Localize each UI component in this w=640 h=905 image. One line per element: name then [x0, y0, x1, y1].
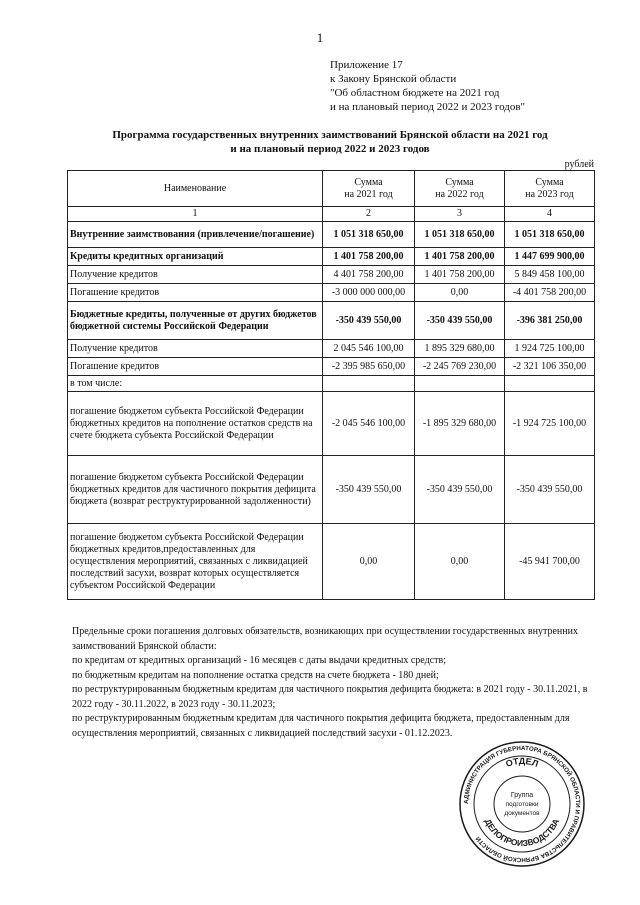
row-name: Внутренние заимствования (привлечение/погашение)	[68, 222, 323, 248]
value-2023: -396 381 250,00	[505, 302, 595, 340]
borrowings-table	[67, 170, 595, 600]
document-title	[60, 128, 600, 156]
value-2023: -45 941 700,00	[505, 524, 595, 600]
appendix-line-2: к Закону Брянской области	[330, 73, 457, 85]
note-item: по кредитам от кредитных организаций - 16 месяцев с даты выдачи кредитных средств;	[72, 655, 447, 666]
value-2023: -4 401 758 200,00	[505, 284, 595, 302]
row-name: Погашение кредитов	[68, 358, 323, 376]
value-2021: -3 000 000 000,00	[323, 284, 415, 302]
appendix-line-3: "Об областном бюджете на 2021 год	[330, 87, 500, 99]
table-row	[68, 266, 595, 284]
row-name: погашение бюджетом субъекта Российской Федерации бюджетных кредитов для частичного покрытия дефицита бюджета (возврат реструктурированной задолженности)	[68, 456, 323, 524]
value-2023: -2 321 106 350,00	[505, 358, 595, 376]
table-row	[68, 284, 595, 302]
value-2023: 1 051 318 650,00	[505, 222, 595, 248]
col-number: 1	[68, 207, 323, 222]
row-name: погашение бюджетом субъекта Российской Федерации бюджетных кредитов на пополнение остатков средств на счете бюджета субъекта Российской Федерации	[68, 392, 323, 456]
appendix-line-1: Приложение 17	[330, 59, 403, 71]
value-2022: 1 895 329 680,00	[415, 340, 505, 358]
table-row	[68, 524, 595, 600]
office-stamp	[458, 740, 586, 868]
row-name: погашение бюджетом субъекта Российской Федерации бюджетных кредитов,предоставленных для осуществления мероприятий, связанных с ликвидацией последствий засухи, возврат которых осуществляется субъектом Российской Федерации	[68, 524, 323, 600]
value-2022: 1 401 758 200,00	[415, 248, 505, 266]
row-name: Получение кредитов	[68, 266, 323, 284]
value-2022: 0,00	[415, 284, 505, 302]
stamp-top-text	[504, 756, 539, 769]
value-2021: 0,00	[323, 524, 415, 600]
appendix-line-4: и на плановый период 2022 и 2023 годов"	[330, 101, 526, 113]
value-2022: -350 439 550,00	[415, 456, 505, 524]
stamp-ring-textpath: АДМИНИСТРАЦИЯ ГУБЕРНАТОРА БРЯНСКОЙ ОБЛАСТИ И ПРАВИТЕЛЬСТВА БРЯНСКОЙ ОБЛАСТИ	[462, 744, 582, 864]
value-2021: -350 439 550,00	[323, 302, 415, 340]
col-number: 2	[323, 207, 415, 222]
col-number: 4	[505, 207, 595, 222]
row-name: Кредиты кредитных организаций	[68, 248, 323, 266]
value-2022: 0,00	[415, 524, 505, 600]
value-2022: 1 051 318 650,00	[415, 222, 505, 248]
row-name: Бюджетные кредиты, полученные от других бюджетов бюджетной системы Российской Федерации	[68, 302, 323, 340]
currency-label: рублей	[564, 159, 594, 170]
table-row	[68, 376, 595, 392]
table-row	[68, 302, 595, 340]
row-name: в том числе:	[68, 376, 323, 392]
value-2021: -2 045 546 100,00	[323, 392, 415, 456]
table-row	[68, 340, 595, 358]
title-line-1: Программа государственных внутренних заимствований Брянской области на 2021 год	[112, 129, 548, 141]
header-2023: Сумма на 2023 год	[505, 171, 595, 207]
repayment-terms	[72, 625, 602, 741]
value-2021: -350 439 550,00	[323, 456, 415, 524]
value-2021: 4 401 758 200,00	[323, 266, 415, 284]
appendix-header	[330, 58, 525, 114]
note-item: по реструктурированным бюджетным кредитам для частичного покрытия дефицита бюджета, предоставленным для осуществления мероприятий, связанных с ликвидацией последствий засухи - 01.12.2023.	[72, 713, 570, 739]
table-row	[68, 392, 595, 456]
header-name: Наименование	[68, 171, 323, 207]
value-2023: -350 439 550,00	[505, 456, 595, 524]
value-2023: 5 849 458 100,00	[505, 266, 595, 284]
header-2021: Сумма на 2021 год	[323, 171, 415, 207]
value-2023: -1 924 725 100,00	[505, 392, 595, 456]
value-2021: 2 045 546 100,00	[323, 340, 415, 358]
header-2022: Сумма на 2022 год	[415, 171, 505, 207]
table-row	[68, 358, 595, 376]
value-2023: 1 447 699 900,00	[505, 248, 595, 266]
value-2021: -2 395 985 650,00	[323, 358, 415, 376]
value-2022: -350 439 550,00	[415, 302, 505, 340]
row-name: Получение кредитов	[68, 340, 323, 358]
value-2021: 1 401 758 200,00	[323, 248, 415, 266]
row-name: Погашение кредитов	[68, 284, 323, 302]
numbering-row	[68, 207, 595, 222]
note-item: по бюджетным кредитам на пополнение остатка средств на счете бюджета - 180 дней;	[72, 669, 439, 681]
note-item: по реструктурированным бюджетным кредитам для частичного покрытия дефицита бюджета: в 2021 году - 30.11.2021, в 2022 году - 30.11.2022, в 2023 году - 30.11.2023;	[72, 684, 588, 710]
note-intro: Предельные сроки погашения долговых обязательств, возникающих при осуществлении государственных внутренних заимствований Брянской области:	[72, 626, 578, 652]
page-number: 1	[316, 30, 324, 45]
value-2022: -1 895 329 680,00	[415, 392, 505, 456]
stamp-top-textpath: ОТДЕЛ	[504, 755, 540, 769]
table-row	[68, 248, 595, 266]
stamp-center-3: документов	[504, 810, 540, 817]
value-2023: 1 924 725 100,00	[505, 340, 595, 358]
stamp-center-1: Группа	[510, 792, 534, 799]
table-row	[68, 456, 595, 524]
table-row	[68, 222, 595, 248]
title-line-2: и на плановый период 2022 и 2023 годов	[230, 143, 430, 155]
value-2022: -2 245 769 230,00	[415, 358, 505, 376]
table-header-row	[68, 171, 595, 207]
stamp-bottom-textpath: ДЕЛОПРОИЗВОДСТВА	[482, 817, 562, 849]
value-2021: 1 051 318 650,00	[323, 222, 415, 248]
stamp-center-2: подготовки	[505, 801, 539, 808]
col-number: 3	[415, 207, 505, 222]
value-2022: 1 401 758 200,00	[415, 266, 505, 284]
